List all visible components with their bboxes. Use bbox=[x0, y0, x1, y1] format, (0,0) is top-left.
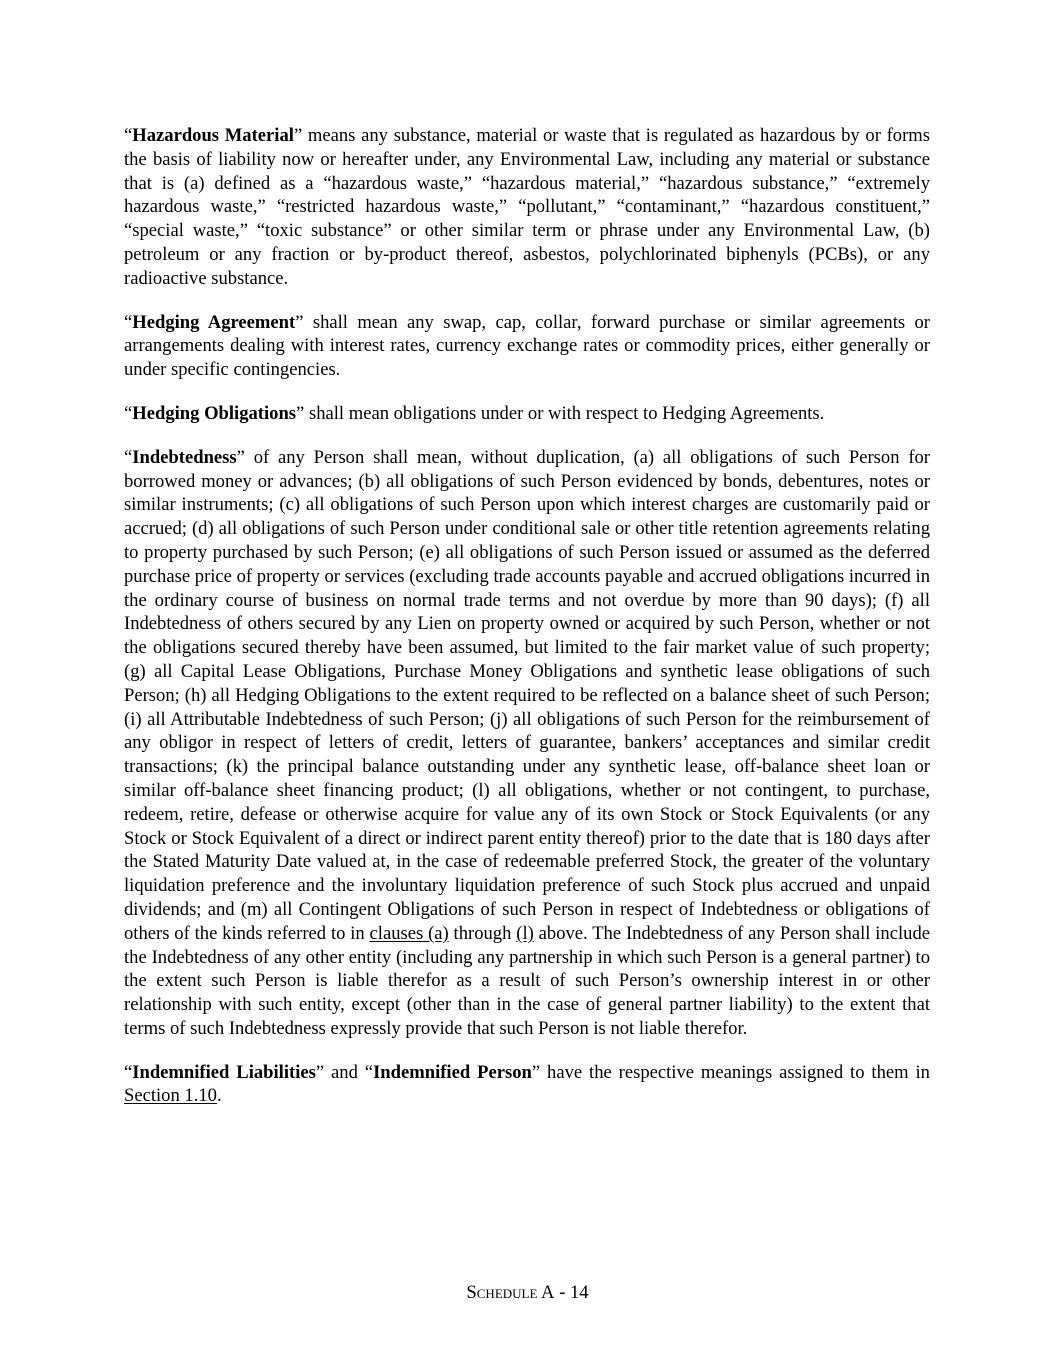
definition-indemnified bbox=[124, 1061, 930, 1109]
defined-term-hazardous-material: Hazardous Material bbox=[132, 125, 294, 146]
page-footer bbox=[0, 1281, 1055, 1305]
footer-schedule-label: Schedule A bbox=[466, 1282, 555, 1303]
document-page bbox=[124, 124, 930, 1128]
definition-hazardous-material bbox=[124, 124, 930, 291]
definition-hedging-agreement bbox=[124, 311, 930, 382]
defined-term-indemnified-person: Indemnified Person bbox=[373, 1061, 532, 1083]
open-quote: “ bbox=[364, 1061, 374, 1083]
footer-page-number: 14 bbox=[569, 1282, 589, 1303]
close-quote: ” bbox=[236, 446, 245, 468]
close-quote: ” bbox=[531, 1061, 541, 1083]
definition-text: have the respective meanings assigned to them in bbox=[540, 1061, 930, 1083]
defined-term-indemnified-liabilities: Indemnified Liabilities bbox=[132, 1061, 316, 1083]
definition-text: means any substance, material or waste that is regulated as hazardous by or forms the basis of liability now or hereafter under, any Environmental Law, including any material or substance that is (a) defined as a “hazardous waste,” “hazardous material,” “hazardous substance,” “extremely hazardous waste,” “restricted hazardous waste,” “pollutant,” “contaminant,” “hazardous constituent,” “special waste,” “toxic substance” or other similar term or phrase under any Environmental Law, (b) petroleum or any fraction or by-product thereof, asbestos, polychlorinated biphenyls (PCBs), or any radioactive substance. bbox=[124, 125, 930, 289]
open-quote: “ bbox=[124, 311, 133, 333]
definition-text: of any Person shall mean, without duplication, (a) all obligations of such Person for borrowed money or advances; (b) all obligations of such Person evidenced by bonds, debentures, notes or similar instruments; (c) all obligations of such Person upon which interest charges are customarily paid or accrued; (d) all obligations of such Person under conditional sale or other title retention agreements relating to property purchased by such Person; (e) all obligations of such Person issued or assumed as the deferred purchase price of property or services (excluding trade accounts payable and accrued obligations incurred in the ordinary course of business on normal trade terms and not overdue by more than 90 days); (f) all Indebtedness of others secured by any Lien on property owned or acquired by such Person, whether or not the obligations secured thereby have been assumed, but limited to the fair market value of such property; (g) all Capital Lease Obligations, Purchase Money Obligations and synthetic lease obligations of such Person; (h) all Hedging Obligations to the extent required to be reflected on a balance sheet of such Person; (i) all Attributable Indebtedness of such Person; (j) all obligations of such Person for the reimbursement of any obligor in respect of letters of credit, letters of guarantee, bankers’ acceptances and similar credit transactions; (k) the principal balance outstanding under any synthetic lease, off-balance sheet loan or similar off-balance sheet financing product; (l) all obligations, whether or not contingent, to purchase, redeem, retire, defease or otherwise acquire for value any of its own Stock or Stock Equivalents (or any Stock or Stock Equivalent of a direct or indirect parent entity thereof) prior to the date that is 180 days after the Stated Maturity Date valued at, in the case of redeemable preferred Stock, the greater of the voluntary liquidation preference and the involuntary liquidation preference of such Stock plus accrued and unpaid dividends; and (m) all Contingent Obligations of such Person in respect of Indebtedness or obligations of others of the kinds referred to in bbox=[124, 446, 930, 944]
footer-separator: - bbox=[554, 1282, 570, 1303]
section-1-10-link[interactable]: Section 1.10 bbox=[124, 1085, 217, 1107]
definition-text: shall mean obligations under or with respect to Hedging Agreements. bbox=[304, 402, 825, 424]
close-quote: ” bbox=[315, 1061, 325, 1083]
defined-term-hedging-agreement: Hedging Agreement bbox=[132, 311, 296, 333]
clauses-a-link[interactable]: clauses (a) bbox=[369, 922, 449, 944]
definition-text: shall mean any swap, cap, collar, forward purchase or similar agreements or arrangements dealing with interest rates, currency exchange rates or commodity prices, either generally or under specific contingencies. bbox=[124, 311, 930, 381]
open-quote: “ bbox=[124, 402, 133, 424]
open-quote: “ bbox=[124, 446, 133, 468]
definition-text: through bbox=[448, 922, 517, 944]
definition-hedging-obligations bbox=[124, 402, 930, 426]
open-quote: “ bbox=[124, 1061, 133, 1083]
definition-indebtedness bbox=[124, 446, 930, 1041]
definition-text: above. The Indebtedness of any Person shall include the Indebtedness of any other entity (including any partnership in which such Person is a general partner) to the extent such Person is liable therefor as a result of such Person’s ownership interest in or other relationship with such entity, except (other than in the case of general partner liability) to the extent that terms of such Indebtedness expressly provide that such Person is not liable therefor. bbox=[124, 922, 930, 1039]
definition-text: . bbox=[216, 1085, 222, 1107]
close-quote: ” bbox=[295, 311, 304, 333]
defined-term-hedging-obligations: Hedging Obligations bbox=[132, 402, 297, 424]
definition-text: and bbox=[324, 1061, 365, 1083]
close-quote: ” bbox=[296, 402, 305, 424]
defined-term-indebtedness: Indebtedness bbox=[132, 446, 237, 468]
clause-l-link[interactable]: (l) bbox=[516, 922, 534, 944]
open-quote: “ bbox=[124, 125, 133, 146]
close-quote: ” bbox=[293, 125, 303, 146]
